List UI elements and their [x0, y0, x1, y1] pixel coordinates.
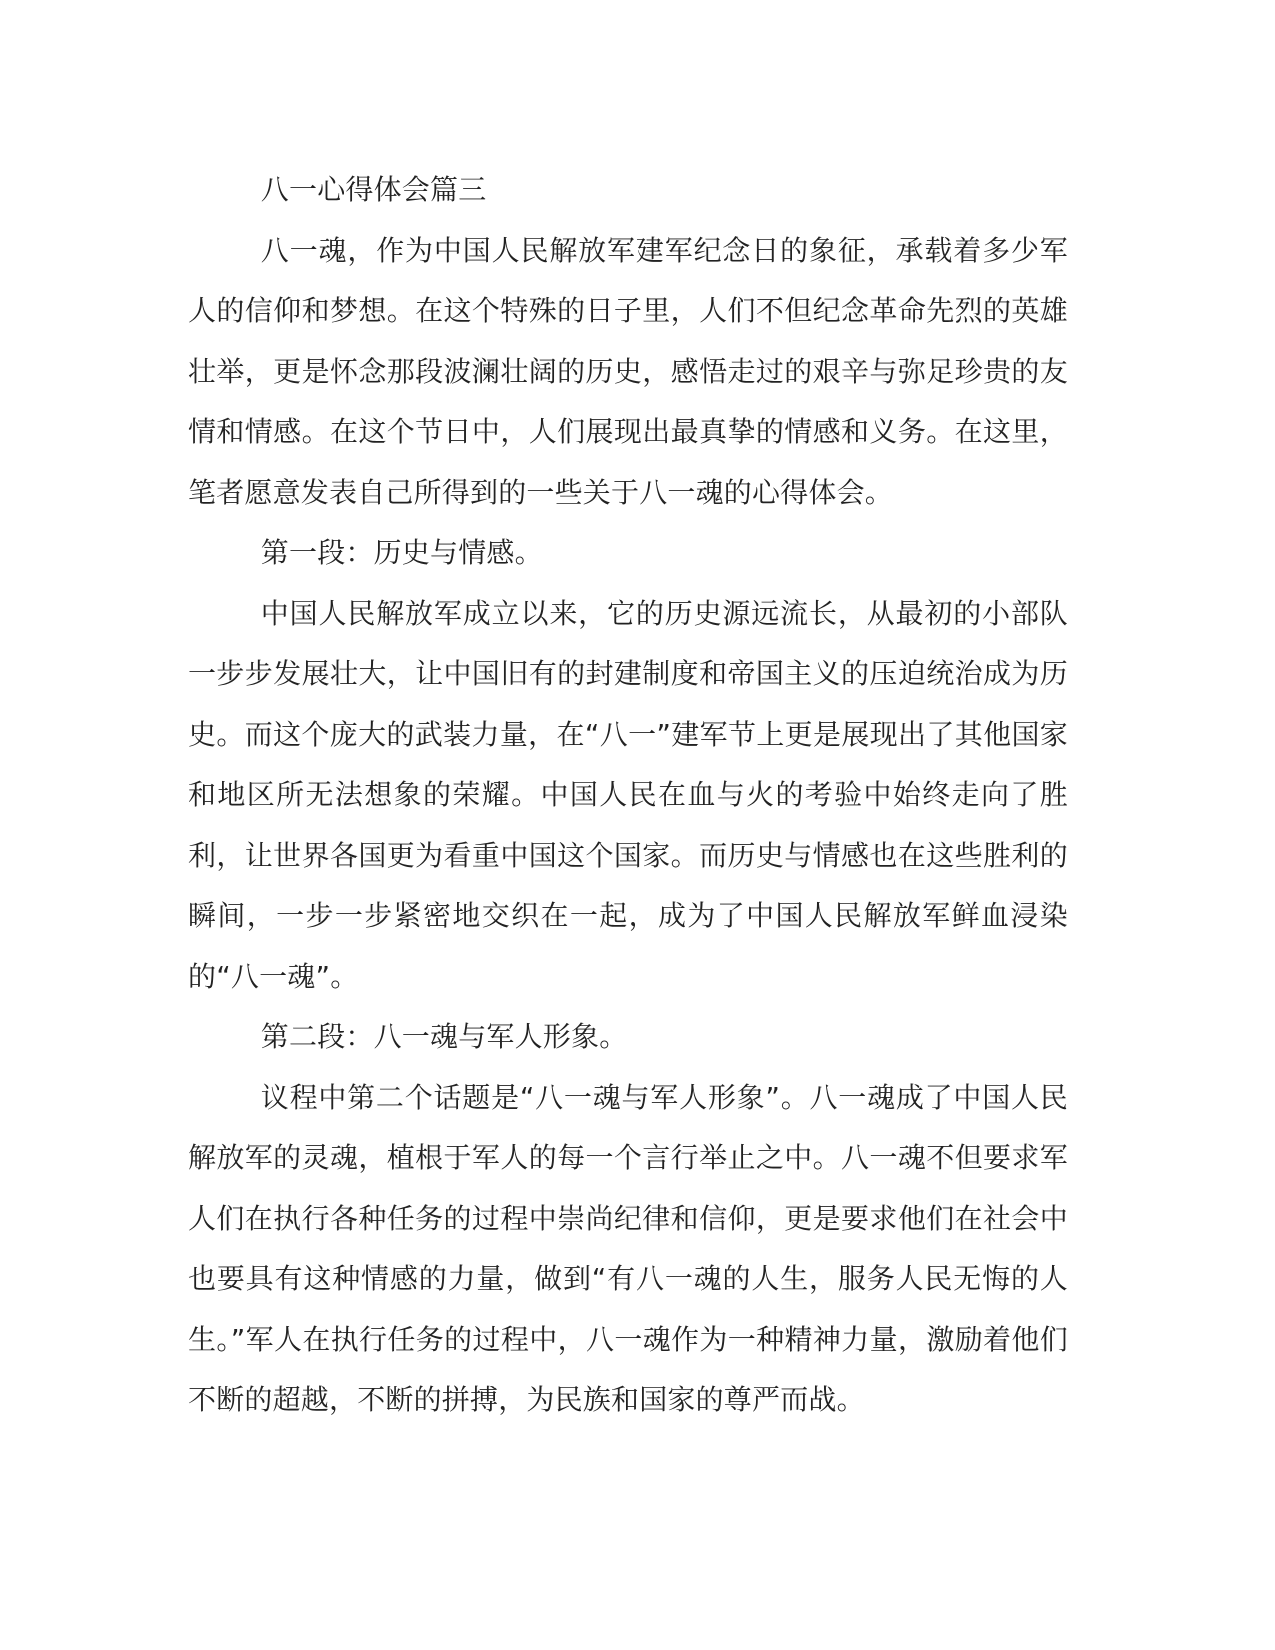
section-heading-2: 第二段：八一魂与军人形象。 [260, 1020, 628, 1053]
paragraph-soldier-image: 议程中第二个话题是“八一魂与军人形象”。八一魂成了中国人民解放军的灵魂，植根于军人的每一个言行举止之中。八一魂不但要求军人们在执行各种任务的过程中崇尚纪律和信仰，更是要求他们在社会中也要具有这种情感的力量，做到“有八一魂的人生，服务人民无悔的人生。”军人在执行任务的过程中，八一魂作为一种精神力量，激励着他们不断的超越，不断的拼搏，为民族和国家的尊严而战。 [188, 1080, 1068, 1416]
document-body [188, 160, 1068, 1431]
paragraph-history: 中国人民解放军成立以来，它的历史源远流长，从最初的小部队一步步发展壮大，让中国旧有的封建制度和帝国主义的压迫统治成为历史。而这个庞大的武装力量，在“八一”建军节上更是展现出了其他国家和地区所无法想象的荣耀。中国人民在血与火的考验中始终走向了胜利，让世界各国更为看重中国这个国家。而历史与情感也在这些胜利的瞬间，一步一步紧密地交织在一起，成为了中国人民解放军鲜血浸染的“八一魂”。 [188, 596, 1068, 993]
section-heading-1: 第一段：历史与情感。 [260, 536, 543, 569]
paragraph-intro: 八一魂，作为中国人民解放军建军纪念日的象征，承载着多少军人的信仰和梦想。在这个特殊的日子里，人们不但纪念革命先烈的英雄壮举，更是怀念那段波澜壮阔的历史，感悟走过的艰辛与弥足珍贵的友情和情感。在这个节日中，人们展现出最真挚的情感和义务。在这里，笔者愿意发表自己所得到的一些关于八一魂的心得体会。 [188, 233, 1068, 509]
document-title: 八一心得体会篇三 [260, 173, 487, 206]
